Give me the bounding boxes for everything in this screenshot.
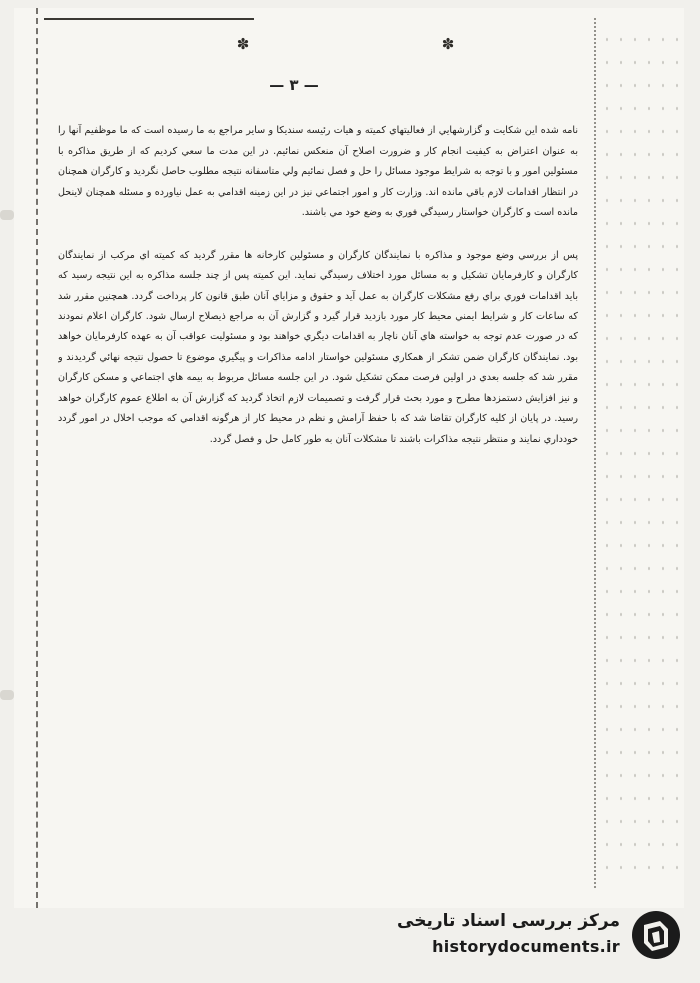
top-rule [44, 18, 254, 20]
paragraph: پس از بررسي وضع موجود و مذاکره با نمايندگان کارگران و مسئولين کارخانه ها مقرر گرديد که کميته اي مرکب از نمايندگان کارگران و کارفرمايان تشکيل و به مسائل مورد اختلاف رسيدگي نمايد. اين کميته پس از چند جلسه مذاکره به اين نتيجه رسيد که بايد اقدامات فوري براي رفع مشکلات کارگران به عمل آيد و حقوق و مزاياي آنان طبق قانون کار پرداخت گردد. همچنين مقرر شد که ساعات کار و شرايط ايمني محيط کار مورد بازديد قرار گيرد و گزارش آن به مراجع ذيصلاح ارسال شود. کارگران اعلام نمودند که در صورت عدم توجه به خواسته هاي آنان ناچار به اقدامات ديگري خواهند بود و مسئوليت عواقب آن به عهده کارفرمايان خواهد بود. نمايندگان کارگران ضمن تشکر از همکاري مسئولين خواستار ادامه مذاکرات و پيگيري موضوع تا حصول نتيجه نهائي گرديدند و مقرر شد که جلسه بعدي در اولين فرصت ممکن تشکيل شود. در اين جلسه مسائل مربوط به بيمه هاي اجتماعي و مسکن کارگران و نيز افزايش دستمزدها مطرح و مورد بحث قرار گرفت و تصميمات لازم اتخاذ گرديد که گزارش آن به اطلاع عموم کارگران خواهد رسيد. در پايان از کليه کارگران تقاضا شد که با حفظ آرامش و نظم در محيط کار از هرگونه اقدامي که موجب اخلال در امور گردد خودداري نمايند و منتظر نتيجه مذاکرات باشند تا مشکلات آنان به طور کامل حل و فصل گردد. [58, 249, 578, 445]
archive-logo-icon [630, 909, 682, 961]
page-number: — ٣ — [269, 76, 319, 94]
margin-marks [600, 28, 680, 888]
document-sheet [14, 8, 684, 908]
watermark [392, 907, 682, 965]
binding-edge [36, 8, 38, 908]
watermark-title: مرکز بررسی اسناد تاریخی [397, 911, 620, 931]
paragraph: نامه شده اين شکايت و گزارشهايي از فعاليتهاي کميته و هيات رئيسه سنديکا و ساير مراجع به ما رسيده است که ما موظفيم آنها را به عنوان اعتراض به کيفيت انجام کار و ضرورت اصلاح آن منعکس نمائيم. در اين مدت ما سعي کرديم که از طريق مذاکره با مسئولين امور و با توجه به شرايط موجود مسائل را حل و فصل نمائيم ولي متاسفانه نتيجه مطلوب حاصل نگرديد و کارگران همچنان در انتظار اقدامات لازم باقي مانده اند. وزارت کار و امور اجتماعي نيز در اين زمينه اقدامي به عمل نياورده و مسئله همچنان لاينحل مانده است و کارگران خواستار رسيدگي فوري به وضع خود مي باشند. [58, 125, 578, 219]
punch-hole [0, 210, 14, 220]
flourish-icon: ✽ [441, 35, 455, 53]
watermark-url[interactable]: historydocuments.ir [432, 937, 620, 956]
flourish-icon: ✽ [236, 35, 250, 53]
right-margin-rule [594, 18, 596, 888]
punch-hole [0, 690, 14, 700]
document-body [58, 101, 578, 891]
